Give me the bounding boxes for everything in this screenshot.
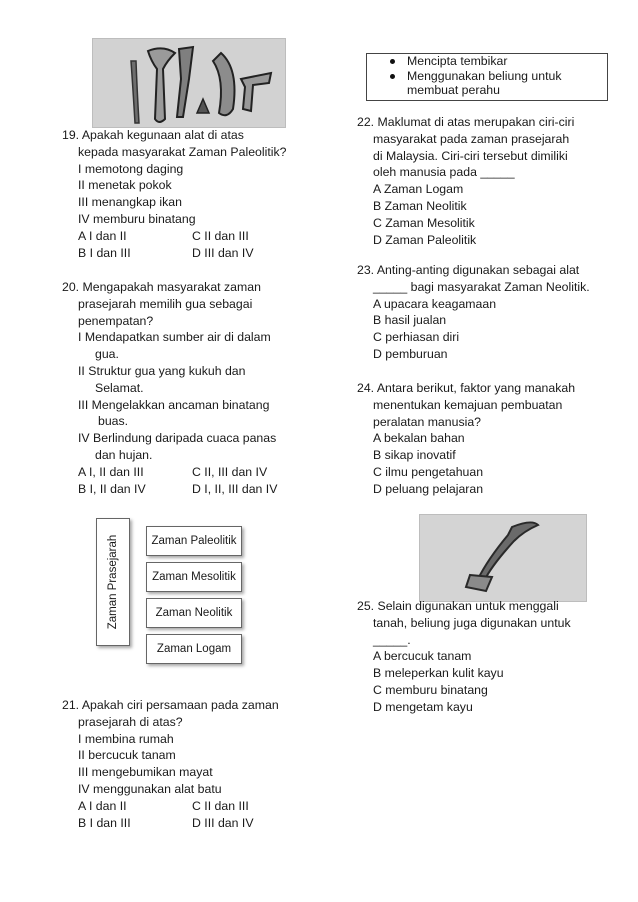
statement-item: III menangkap ikan <box>78 195 182 210</box>
question-stem: penempatan? <box>78 313 154 328</box>
question-stem: _____ bagi masyarakat Zaman Neolitik. <box>373 279 590 294</box>
question-stem: 25. Selain digunakan untuk menggali <box>357 599 559 613</box>
statement-item: I Mendapatkan sumber air di dalam <box>78 330 271 345</box>
statement-item: I membina rumah <box>78 731 174 746</box>
question-stem: masyarakat pada zaman prasejarah <box>373 131 570 146</box>
bullet-text: Mencipta tembikar <box>407 54 508 68</box>
features-info-box <box>366 53 608 101</box>
answer-option: A I dan II <box>78 228 127 243</box>
statement-item: I memotong daging <box>78 161 184 176</box>
answer-option: B I dan III <box>78 815 131 830</box>
answer-option: B hasil jualan <box>373 313 447 328</box>
diagram-item-box <box>146 526 242 556</box>
stone-tools-illustration <box>93 39 285 127</box>
beliung-tool-picture <box>419 514 587 602</box>
question-21 <box>62 697 279 831</box>
diagram-root-label: Zaman Prasejarah <box>107 534 119 630</box>
answer-option: C memburu binatang <box>373 682 488 697</box>
statement-item: IV menggunakan alat batu <box>78 781 222 796</box>
question-stem: 20. Mengapakah masyarakat zaman <box>62 280 261 294</box>
answer-option: D III dan IV <box>192 245 254 260</box>
answer-option: A Zaman Logam <box>373 182 464 197</box>
bullet-text: membuat perahu <box>407 83 500 97</box>
statement-item: II Struktur gua yang kukuh dan <box>78 363 246 378</box>
answer-option: D I, II, III dan IV <box>192 481 278 496</box>
features-bullet-continued <box>367 83 607 98</box>
question-stem: kepada masyarakat Zaman Paleolitik? <box>78 144 287 159</box>
question-stem: 22. Maklumat di atas merupakan ciri-ciri <box>357 115 575 129</box>
answer-option: C II dan III <box>192 798 249 813</box>
stone-tools-picture <box>92 38 286 128</box>
features-bullet <box>367 69 607 84</box>
bullet-icon <box>390 59 395 64</box>
diagram-item-label: Zaman Mesolitik <box>152 571 236 583</box>
answer-option: A bekalan bahan <box>373 431 465 446</box>
answer-option: B meleperkan kulit kayu <box>373 666 504 681</box>
diagram-item-box <box>146 634 242 664</box>
question-stem: prasejarah memilih gua sebagai <box>78 296 253 311</box>
question-20 <box>62 279 276 497</box>
beliung-tool-illustration <box>420 515 586 601</box>
answer-option: D mengetam kayu <box>373 699 473 714</box>
features-bullet <box>367 54 607 69</box>
question-stem: peralatan manusia? <box>373 414 482 429</box>
question-stem: di Malaysia. Ciri-ciri tersebut dimiliki <box>373 148 568 163</box>
question-stem: _____. <box>373 632 411 647</box>
answer-option: D pemburuan <box>373 346 448 361</box>
question-stem: 21. Apakah ciri persamaan pada zaman <box>62 698 279 712</box>
answer-option: D III dan IV <box>192 815 254 830</box>
bullet-text: Menggunakan beliung untuk <box>407 68 562 83</box>
statement-item: IV Berlindung daripada cuaca panas <box>78 431 277 446</box>
question-22 <box>357 114 574 248</box>
statement-item: II menetak pokok <box>78 178 172 193</box>
question-25 <box>357 598 571 716</box>
answer-option: C II, III dan IV <box>192 464 268 479</box>
answer-option: A I dan II <box>78 798 127 813</box>
question-19 <box>62 127 286 261</box>
bullet-icon <box>390 74 395 79</box>
answer-option: C ilmu pengetahuan <box>373 464 484 479</box>
question-24 <box>357 380 575 498</box>
answer-option: B sikap inovatif <box>373 448 456 463</box>
question-23 <box>357 262 590 363</box>
answer-option: B I dan III <box>78 245 131 260</box>
answer-option: D Zaman Paleolitik <box>373 232 477 247</box>
question-stem: tanah, beliung juga digunakan untuk <box>373 615 571 630</box>
answer-option: C Zaman Mesolitik <box>373 215 475 230</box>
answer-option: A I, II dan III <box>78 464 144 479</box>
diagram-item-box <box>146 562 242 592</box>
diagram-item-box <box>146 598 242 628</box>
answer-option: C II dan III <box>192 228 249 243</box>
question-stem: oleh manusia pada _____ <box>373 165 515 180</box>
answer-option: B I, II dan IV <box>78 481 146 496</box>
statement-item: dan hujan. <box>95 447 153 462</box>
statement-item: III mengebumikan mayat <box>78 765 213 780</box>
statement-item: Selamat. <box>95 380 144 395</box>
question-stem: 24. Antara berikut, faktor yang manakah <box>357 381 576 395</box>
diagram-root-box <box>96 518 130 646</box>
question-stem: 19. Apakah kegunaan alat di atas <box>62 128 244 142</box>
statement-item: IV memburu binatang <box>78 211 196 226</box>
statement-item: II bercucuk tanam <box>78 748 176 763</box>
diagram-item-label: Zaman Logam <box>156 643 232 655</box>
statement-item: buas. <box>98 414 129 429</box>
question-stem: prasejarah di atas? <box>78 714 183 729</box>
diagram-item-label: Zaman Paleolitik <box>151 535 237 547</box>
question-stem: menentukan kemajuan pembuatan <box>373 397 563 412</box>
answer-option: D peluang pelajaran <box>373 481 484 496</box>
question-stem: 23. Anting-anting digunakan sebagai alat <box>357 263 580 277</box>
answer-option: A bercucuk tanam <box>373 649 472 664</box>
answer-option: B Zaman Neolitik <box>373 198 467 213</box>
statement-item: gua. <box>95 347 119 362</box>
answer-option: A upacara keagamaan <box>373 296 497 311</box>
statement-item: III Mengelakkan ancaman binatang <box>78 397 270 412</box>
answer-option: C perhiasan diri <box>373 330 460 345</box>
diagram-item-label: Zaman Neolitik <box>155 607 233 619</box>
